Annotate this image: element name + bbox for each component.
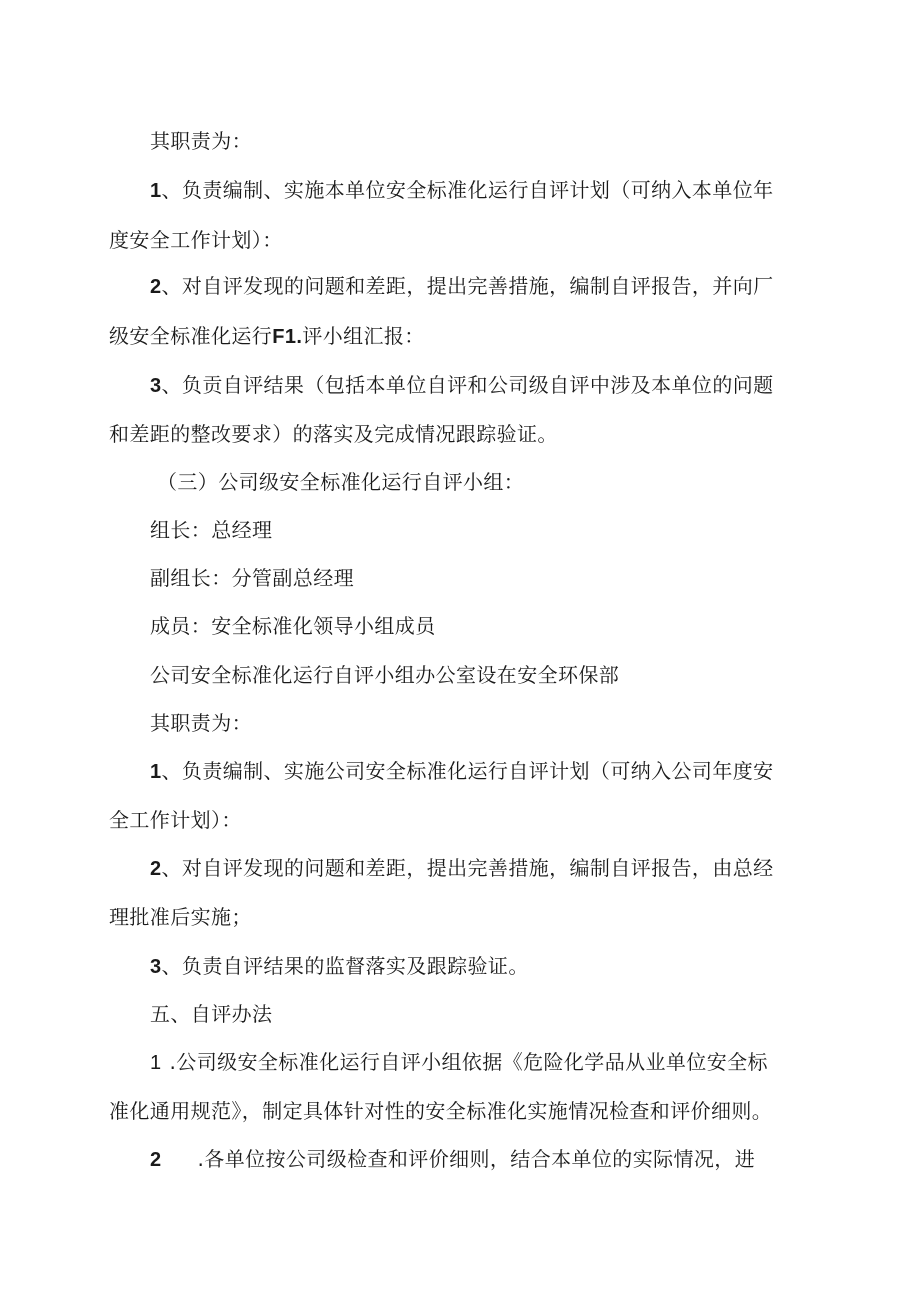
unit-duty-item-3-line-1: 3、负贡自评结果（包括本单位自评和公司级自评中涉及本单位的问题 <box>150 373 774 397</box>
company-duty-item-3: 3、负责自评结果的监督落实及跟踪验证。 <box>150 954 529 978</box>
company-duty-item-1-line-1: 1、负责编制、实施公司安全标准化运行自评计划（可纳入公司年度安 <box>150 759 774 783</box>
company-duty-item-2-number: 2 <box>150 858 162 880</box>
method-2-line-1: 2 .各单位按公司级检查和评价细则，结合本单位的实际情况，进 <box>150 1147 756 1171</box>
method-1-line-2: 准化通用规范》，制定具体针对性的安全标准化实施情况检查和评价细则。 <box>109 1099 773 1123</box>
unit-duty-item-3-number: 3 <box>150 375 162 397</box>
group-office: 公司安全标准化运行自评小组办公室设在安全环保部 <box>150 663 620 687</box>
group-leader: 组长：总经理 <box>150 518 273 542</box>
unit-duty-item-3-line-2: 和差距的整改要求）的落实及完成情况跟踪验证。 <box>109 422 558 446</box>
method-1-line-1: 1 .公司级安全标准化运行自评小组依据《危险化学品从业单位安全标 <box>150 1050 768 1074</box>
company-duty-item-1-line-2: 全工作计划）： <box>109 808 242 832</box>
group-members: 成员：安全标准化领导小组成员 <box>150 614 436 638</box>
company-duty-item-3-number: 3 <box>150 956 162 978</box>
method-2-number: 2 <box>150 1149 162 1171</box>
ocr-artifact-text: F1. <box>272 326 303 348</box>
unit-duty-heading: 其职责为： <box>150 129 252 153</box>
method-1-number: 1 <box>150 1052 162 1074</box>
company-duty-item-2-line-1: 2、对自评发现的问题和差距，提出完善措施，编制自评报告，由总经 <box>150 856 774 880</box>
company-group-heading: （三）公司级安全标准化运行自评小组： <box>157 470 525 494</box>
unit-duty-item-1-number: 1 <box>150 180 162 202</box>
company-duty-item-2-line-2: 理批准后实施； <box>109 905 252 929</box>
section-5-heading: 五、自评办法 <box>150 1002 273 1026</box>
unit-duty-item-1-line-1: 1、负责编制、实施本单位安全标准化运行自评计划（可纳入本单位年 <box>150 178 774 202</box>
unit-duty-item-2-line-1: 2、对自评发现的问题和差距，提出完善措施，编制自评报告，并向厂 <box>150 274 774 298</box>
company-duty-item-1-number: 1 <box>150 761 162 783</box>
company-duty-heading: 其职责为： <box>150 711 252 735</box>
unit-duty-item-2-line-2: 级安全标准化运行F1.评小组汇报： <box>109 324 425 348</box>
unit-duty-item-2-number: 2 <box>150 276 162 298</box>
group-deputy-leader: 副组长：分管副总经理 <box>150 566 354 590</box>
unit-duty-item-1-line-2: 度安全工作计划）： <box>109 228 283 252</box>
